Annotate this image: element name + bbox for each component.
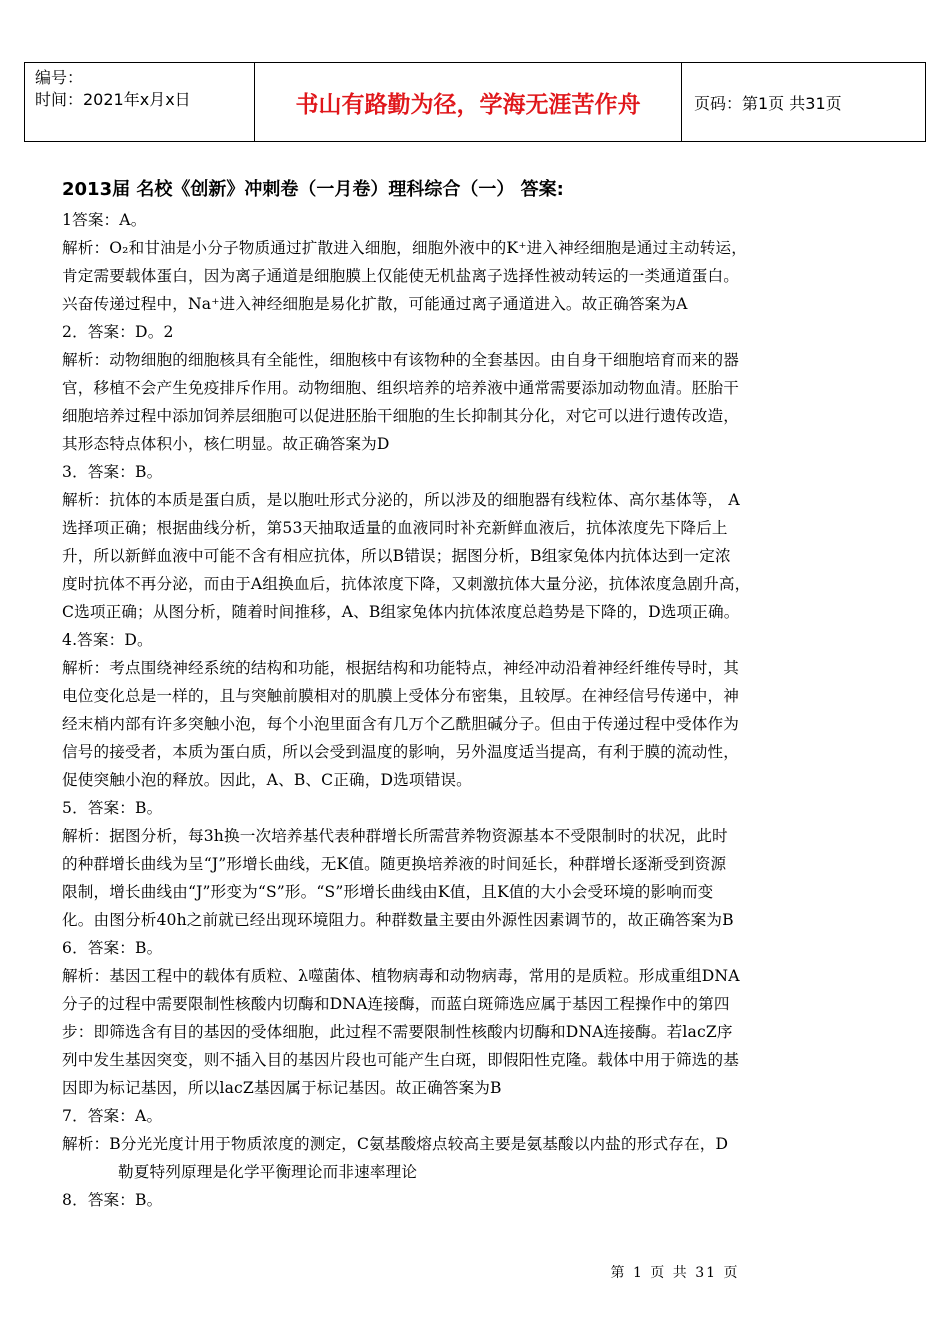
- text-line: 解析：O₂和甘油是小分子物质通过扩散进入细胞，细胞外液中的K⁺进入神经细胞是通过主动转运，: [62, 239, 748, 257]
- document-body: [62, 176, 892, 1214]
- text-line: 解析：动物细胞的细胞核具有全能性，细胞核中有该物种的全套基因。由自身干细胞培育而来的器: [62, 351, 739, 369]
- header-time-label: 时间：2021年x月x日: [35, 90, 191, 109]
- text-line: 7．答案：A。: [62, 1107, 163, 1125]
- text-line: 电位变化总是一样的，且与突触前膜相对的肌膜上受体分布密集，且较厚。在神经信号传递中，神: [62, 687, 739, 705]
- text-line: 3．答案：B。: [62, 463, 163, 481]
- text-line: 8．答案：B。: [62, 1191, 163, 1209]
- page-header-table: [24, 62, 926, 142]
- text-line: 信号的接受者，本质为蛋白质，所以会受到温度的影响，另外温度适当提高，有利于膜的流动性，: [62, 743, 739, 761]
- text-line: 分子的过程中需要限制性核酸内切酶和DNA连接酶，而蓝白斑筛选应属于基因工程操作中的第四: [62, 995, 730, 1013]
- text-line: C选项正确；从图分析，随着时间推移，A、B组家兔体内抗体浓度总趋势是下降的，D选项正确。: [62, 603, 740, 621]
- text-line: 解析：考点围绕神经系统的结构和功能，根据结构和功能特点，神经冲动沿着神经纤维传导时，其: [62, 659, 739, 677]
- text-line: 官，移植不会产生免疫排斥作用。动物细胞、组织培养的培养液中通常需要添加动物血清。胚胎干: [62, 379, 739, 397]
- text-line: 4.答案：D。: [62, 631, 153, 649]
- header-motto: 书山有路勤为径，学海无涯苦作舟: [255, 63, 682, 141]
- text-line: 解析：基因工程中的载体有质粒、λ噬菌体、植物病毒和动物病毒，常用的是质粒。形成重组DNA: [62, 967, 740, 985]
- text-line: 6．答案：B。: [62, 939, 163, 957]
- text-line: 细胞培养过程中添加饲养层细胞可以促进胚胎干细胞的生长抑制其分化，对它可以进行遗传改造，: [62, 407, 739, 425]
- text-line: 列中发生基因突变，则不插入目的基因片段也可能产生白斑，即假阳性克隆。载体中用于筛选的基: [62, 1051, 739, 1069]
- text-line: 因即为标记基因，所以lacZ基因属于标记基因。故正确答案为B: [62, 1079, 502, 1097]
- answer-lines: [62, 206, 892, 1214]
- text-line: 兴奋传递过程中，Na⁺进入神经细胞是易化扩散，可能通过离子通道进入。故正确答案为A: [62, 295, 688, 313]
- document-title: 2013届 名校《创新》冲刺卷（一月卷）理科综合（一） 答案:: [62, 179, 564, 200]
- text-line: 其形态特点体积小，核仁明显。故正确答案为D: [62, 435, 390, 453]
- text-line: 的种群增长曲线为呈“J”形增长曲线，无K值。随更换培养液的时间延长，种群增长逐渐受到资源: [62, 855, 727, 873]
- text-line: 促使突触小泡的释放。因此，A、B、C正确，D选项错误。: [62, 771, 472, 789]
- text-line: 经末梢内部有许多突触小泡，每个小泡里面含有几万个乙酰胆碱分子。但由于传递过程中受体作为: [62, 715, 739, 733]
- text-line: 勒夏特列原理是化学平衡理论而非速率理论: [118, 1163, 418, 1181]
- text-line: 升，所以新鲜血液中可能不含有相应抗体，所以B错误；据图分析，B组家兔体内抗体达到一定浓: [62, 547, 731, 565]
- text-line: 度时抗体不再分泌，而由于A组换血后，抗体浓度下降，又刺激抗体大量分泌，抗体浓度急剧升高，: [62, 575, 751, 593]
- text-line: 步：即筛选含有目的基因的受体细胞，此过程不需要限制性核酸内切酶和DNA连接酶。若lacZ序: [62, 1023, 733, 1041]
- text-line: 限制，增长曲线由“J”形变为“S”形。“S”形增长曲线由K值，且K值的大小会受环境的影响而变: [62, 883, 714, 901]
- text-line: 5．答案：B。: [62, 799, 163, 817]
- page-footer: 第 1 页 共 31 页: [610, 1265, 740, 1281]
- text-line: 解析：抗体的本质是蛋白质，是以胞吐形式分泌的，所以涉及的细胞器有线粒体、高尔基体等， A: [62, 491, 740, 509]
- text-line: 解析：据图分析，每3h换一次培养基代表种群增长所需营养物资源基本不受限制时的状况，此时: [62, 827, 728, 845]
- text-line: 选择项正确；根据曲线分析，第53天抽取适量的血液同时补充新鲜血液后，抗体浓度先下降后上: [62, 519, 728, 537]
- text-line: 肯定需要载体蛋白，因为离子通道是细胞膜上仅能使无机盐离子选择性被动转运的一类通道蛋白。: [62, 267, 739, 285]
- text-line: 化。由图分析40h之前就已经出现环境阻力。种群数量主要由外源性因素调节的，故正确答案为B: [62, 911, 734, 929]
- text-line: 1答案：A。: [62, 211, 147, 229]
- text-line: 2．答案：D。2: [62, 323, 174, 341]
- text-line: 解析：B分光光度计用于物质浓度的测定，C氨基酸熔点较高主要是氨基酸以内盐的形式存在，D: [62, 1135, 729, 1153]
- header-number-label: 编号：: [35, 68, 84, 87]
- header-meta-cell: [25, 63, 255, 141]
- header-page-info: 页码：第1页 共31页: [694, 93, 842, 113]
